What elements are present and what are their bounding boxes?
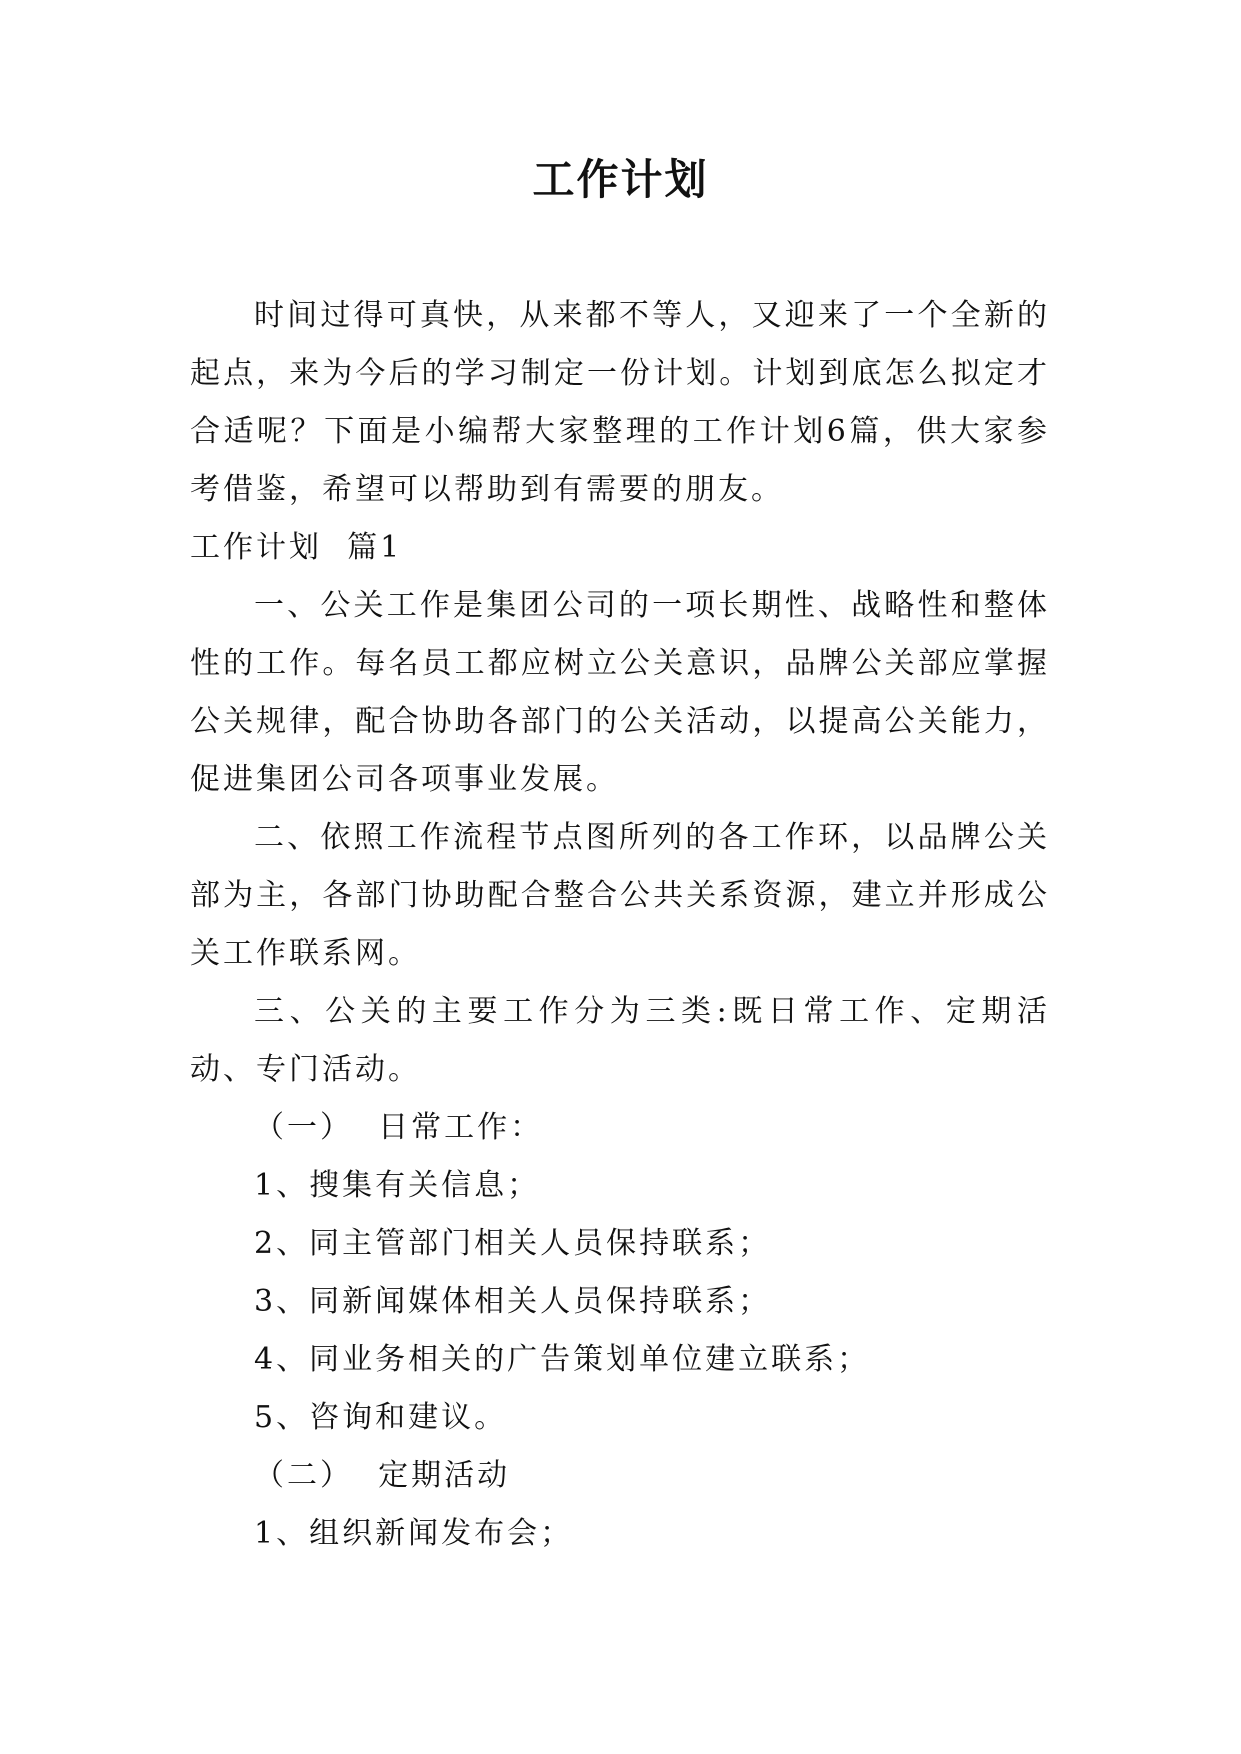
document-body <box>190 287 1050 1563</box>
list-item: 2、同主管部门相关人员保持联系； <box>254 1226 772 1261</box>
subsection-heading-periodic: （二） 定期活动 <box>254 1458 511 1493</box>
intro-paragraph: 时间过得可真快，从来都不等人，又迎来了一个全新的起点，来为今后的学习制定一份计划。计划到底怎么拟定才合适呢？下面是小编帮大家整理的工作计划6篇，供大家参考借鉴，希望可以帮助到有需要的朋友。 <box>190 298 1050 507</box>
paragraph-1: 一、公关工作是集团公司的一项长期性、战略性和整体性的工作。每名员工都应树立公关意识，品牌公关部应掌握公关规律，配合协助各部门的公关活动，以提高公关能力，促进集团公司各项事业发展。 <box>190 588 1050 797</box>
paragraph-3: 三、公关的主要工作分为三类:既日常工作、定期活动、专门活动。 <box>190 994 1050 1087</box>
document-title: 工作计划 <box>532 155 709 204</box>
list-item: 4、同业务相关的广告策划单位建立联系； <box>254 1342 871 1377</box>
subsection-heading-daily: （一） 日常工作： <box>254 1110 544 1145</box>
section-heading: 工作计划 篇1 <box>190 530 403 565</box>
paragraph-2: 二、依照工作流程节点图所列的各工作环，以品牌公关部为主，各部门协助配合整合公共关系资源，建立并形成公关工作联系网。 <box>190 820 1050 971</box>
list-item: 3、同新闻媒体相关人员保持联系； <box>254 1284 772 1319</box>
list-item: 1、搜集有关信息； <box>254 1168 541 1203</box>
list-item: 1、组织新闻发布会； <box>254 1516 574 1551</box>
list-item: 5、咨询和建议。 <box>254 1400 508 1435</box>
